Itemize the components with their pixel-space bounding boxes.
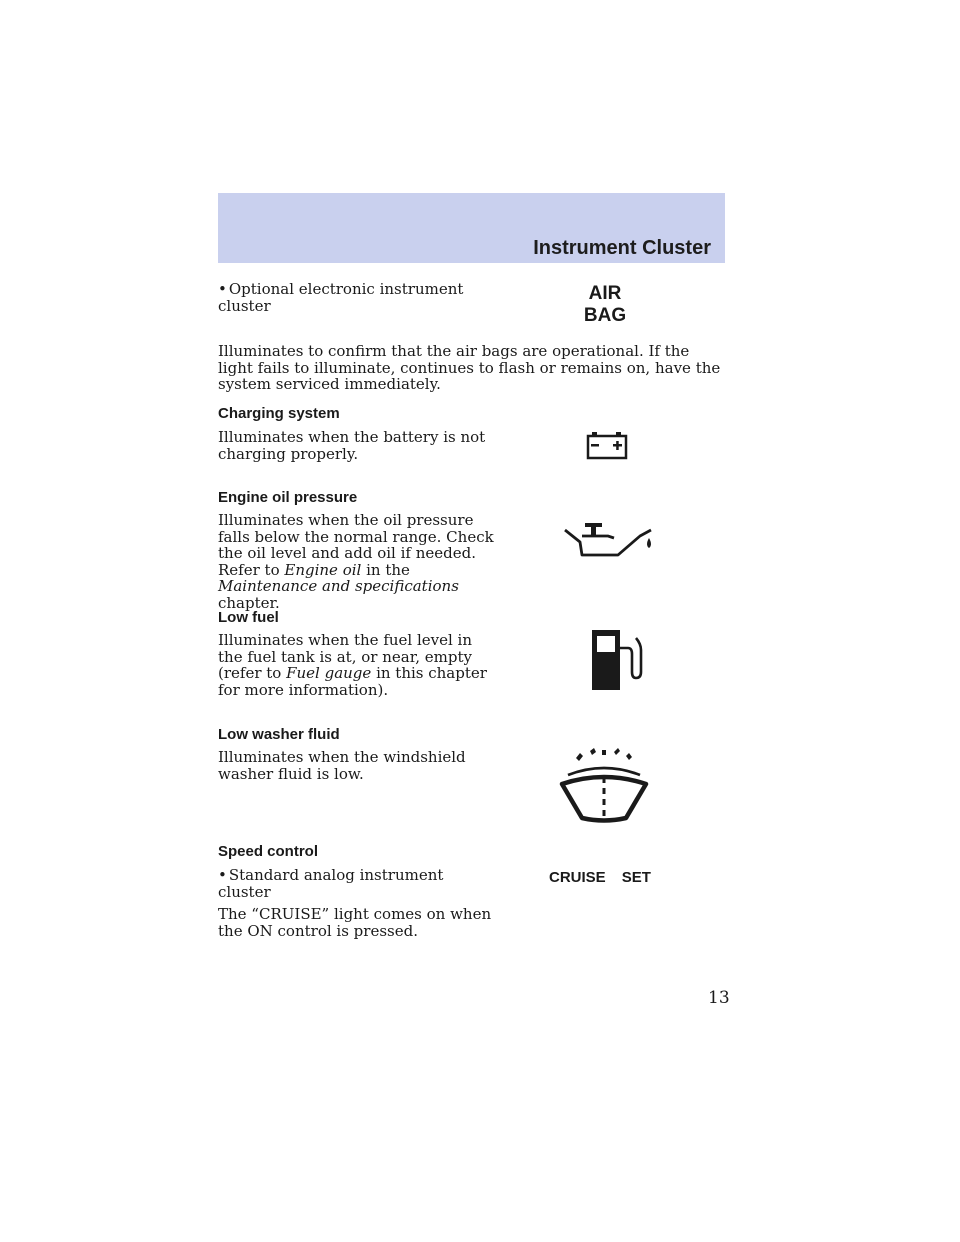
oil-description-text: Illuminates when the oil pressure falls below the normal range. Check the oil level and add oil if needed. Refer to <box>218 511 494 579</box>
fuel-description <box>218 632 498 698</box>
battery-icon <box>586 432 628 460</box>
airbag-bullet <box>218 281 498 314</box>
cruise-light: CRUISE <box>549 869 606 886</box>
bullet-icon: • <box>218 866 227 884</box>
airbag-light-line2: BAG <box>583 305 627 326</box>
oil-description <box>218 512 498 611</box>
oil-heading: Engine oil pressure <box>218 489 358 506</box>
cruise-set-lights <box>549 869 651 886</box>
washer-heading: Low washer fluid <box>218 726 340 743</box>
airbag-bullet-text: Optional electronic instrument cluster <box>218 280 464 315</box>
fuel-description-text: Illuminates when the fuel level in the fuel tank is at, or near, empty (refer to <box>218 631 473 682</box>
page-number: 13 <box>708 988 730 1008</box>
fuel-description-end: in this chapter for more information). <box>218 664 487 699</box>
oil-description-mid: in the <box>361 560 410 579</box>
airbag-description: Illuminates to confirm that the air bags are operational. If the light fails to illuminate, continues to flash or remains on, have the system serviced immediately. <box>218 342 721 393</box>
set-light: SET <box>621 869 651 886</box>
fuel-pump-icon <box>590 628 646 692</box>
charging-heading: Charging system <box>218 405 340 422</box>
maintenance-chapter-reference[interactable]: Maintenance and specifications <box>218 577 459 595</box>
speed-bullet <box>218 867 498 900</box>
airbag-light-line1: AIR <box>588 283 622 304</box>
washer-fluid-icon <box>558 746 650 824</box>
washer-description: Illuminates when the windshield washer fluid is low. <box>218 748 466 783</box>
bullet-icon: • <box>218 280 227 298</box>
charging-description: Illuminates when the battery is not charging properly. <box>218 428 486 463</box>
oil-description-end: chapter. <box>218 593 280 612</box>
oil-reference[interactable]: Engine oil <box>284 560 362 579</box>
speed-description: The “CRUISE” light comes on when the ON control is pressed. <box>218 905 492 940</box>
speed-bullet-text: Standard analog instrument cluster <box>218 866 444 901</box>
section-header-band <box>218 193 725 263</box>
fuel-heading: Low fuel <box>218 609 279 626</box>
oil-can-icon <box>562 518 658 558</box>
airbag-warning-light <box>575 283 635 327</box>
fuel-gauge-reference[interactable]: Fuel gauge <box>286 664 372 682</box>
section-title: Instrument Cluster <box>533 237 711 259</box>
speed-heading: Speed control <box>218 843 319 860</box>
